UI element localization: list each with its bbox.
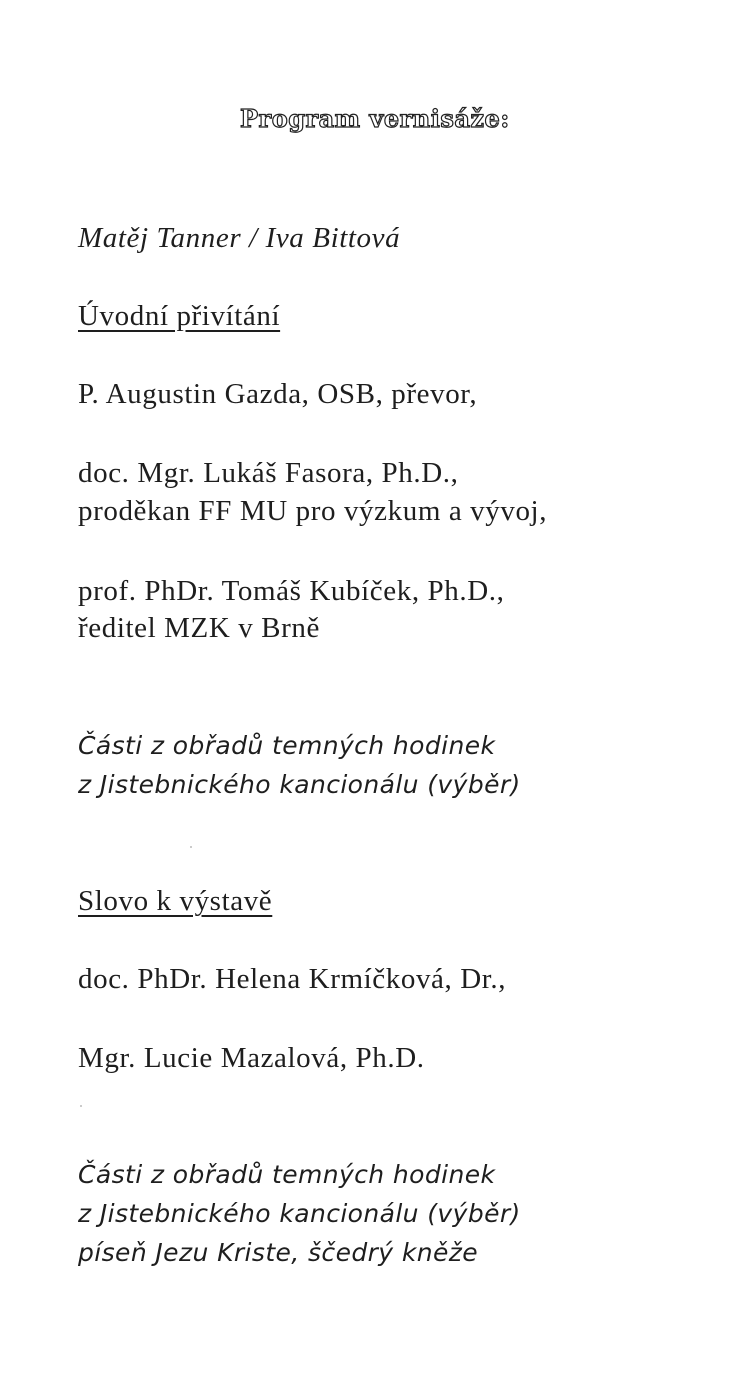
speaker-vicedean-role: proděkan FF MU pro výzkum a vývoj, — [78, 495, 548, 527]
page-title: Program vernisáže: — [240, 104, 510, 133]
section-heading-welcome: Úvodní přivítání — [78, 300, 281, 332]
speaker-vicedean-name: doc. Mgr. Lukáš Fasora, Ph.D., — [78, 457, 459, 489]
speaker-director-name: prof. PhDr. Tomáš Kubíček, Ph.D., — [78, 575, 505, 607]
speaker-mazalova: Mgr. Lucie Mazalová, Ph.D. — [78, 1042, 425, 1074]
speaker-krmickova: doc. PhDr. Helena Krmíčková, Dr., — [78, 963, 507, 995]
speaker-director-role: ředitel MZK v Brně — [78, 612, 320, 644]
performers: Matěj Tanner / Iva Bittová — [78, 222, 401, 254]
music-item-2-line2: z Jistebnického kancionálu (výběr) — [78, 1199, 521, 1228]
music-item-1-line2: z Jistebnického kancionálu (výběr) — [78, 770, 521, 799]
paper-speck — [190, 846, 192, 848]
music-item-2-line1: Části z obřadů temných hodinek — [78, 1160, 496, 1189]
section-heading-exhibition: Slovo k výstavě — [78, 885, 273, 917]
music-item-2-line3: píseň Jezu Kriste, ščedrý kněže — [78, 1238, 479, 1267]
speaker-prior: P. Augustin Gazda, OSB, převor, — [78, 378, 478, 410]
paper-speck — [80, 1105, 82, 1107]
music-item-1-line1: Části z obřadů temných hodinek — [78, 731, 496, 760]
